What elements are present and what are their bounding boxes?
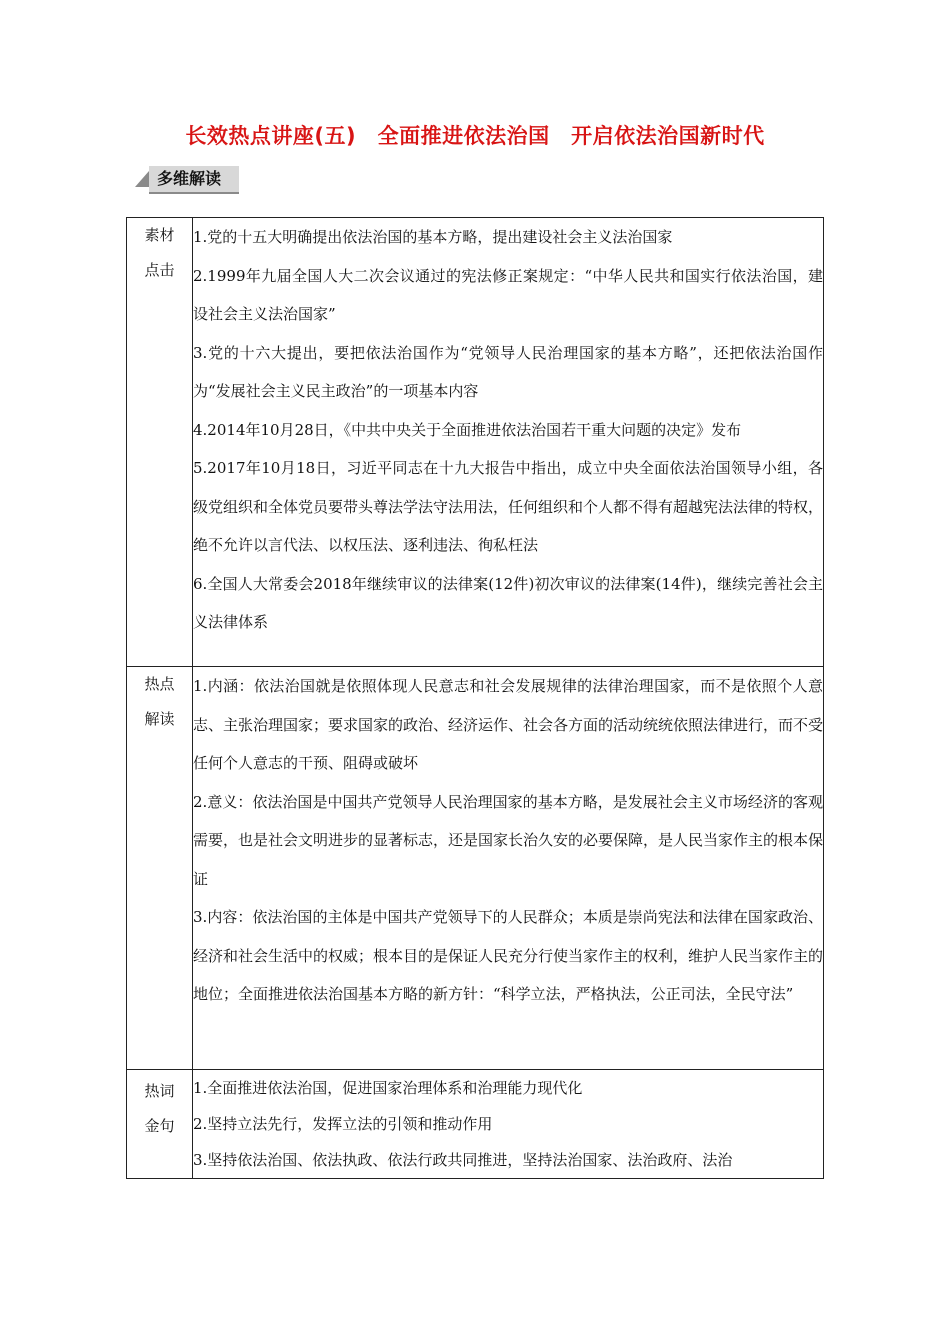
row-header-phrases [127,1070,193,1179]
page-title: 长效热点讲座(五) 全面推进依法治国 开启依法治国新时代 [185,124,765,148]
material-item: 5.2017年10月18日，习近平同志在十九大报告中指出，成立中央全面依法治国领导小组，各级党组织和全体党员要带头尊法学法守法用法，任何组织和个人都不得有超越宪法法律的特权，绝不允许以言代法、以权压法、逐利违法、徇私枉法 [193,459,824,554]
hotspot-item: 1.内涵：依法治国就是依照体现人民意志和社会发展规律的法律治理国家，而不是依照个人意志、主张治理国家；要求国家的政治、经济运作、社会各方面的活动统统依照法律进行，而不受任何个人意志的干预、阻碍或破坏 [193,677,824,772]
section-tag-label: 多维解读 [149,166,239,194]
row-body-hotspot [193,667,824,1070]
phrase-item: 3.坚持依法治国、依法执政、依法行政共同推进，坚持法治国家、法治政府、法治 [193,1151,733,1169]
section-tag-triangle-icon [135,171,149,187]
hotspot-item: 3.内容：依法治国的主体是中国共产党领导下的人民群众；本质是崇尚宪法和法律在国家政治、经济和社会生活中的权威；根本目的是保证人民充分行使当家作主的权利，维护人民当家作主的地位；全面推进依法治国基本方略的新方针：“科学立法，严格执法，公正司法，全民守法” [193,908,824,1003]
content-table [126,217,824,1179]
row-header-material [127,218,193,667]
material-item: 2.1999年九届全国人大二次会议通过的宪法修正案规定：“中华人民共和国实行依法治国，建设社会主义法治国家” [193,266,823,323]
row-body-phrases [193,1070,824,1179]
section-tag [135,166,241,192]
row-body-material [193,218,824,667]
row-header-line: 金句 [144,1117,175,1135]
row-header-hotspot [127,667,193,1070]
row-header-line: 解读 [144,710,175,728]
phrase-item: 1.全面推进依法治国，促进国家治理体系和治理能力现代化 [193,1079,583,1097]
row-header-line: 点击 [144,261,175,279]
phrase-item: 2.坚持立法先行，发挥立法的引领和推动作用 [193,1115,493,1133]
material-item: 6.全国人大常委会2018年继续审议的法律案(12件)初次审议的法律案(14件)，继续完善社会主义法律体系 [193,574,823,631]
material-item: 3.党的十六大提出，要把依法治国作为“党领导人民治理国家的基本方略”，还把依法治国作为“发展社会主义民主政治”的一项基本内容 [193,343,823,400]
table-row-material [127,218,824,667]
table-row-hotspot [127,667,824,1070]
hotspot-item: 2.意义：依法治国是中国共产党领导人民治理国家的基本方略，是发展社会主义市场经济的客观需要，也是社会文明进步的显著标志，还是国家长治久安的必要保障，是人民当家作主的根本保证 [193,792,824,888]
table-row-phrases [127,1070,824,1179]
row-header-line: 素材 [144,226,175,244]
row-header-line: 热点 [144,675,175,693]
material-item: 1.党的十五大明确提出依法治国的基本方略，提出建设社会主义法治国家 [193,228,673,246]
row-header-line: 热词 [144,1082,175,1100]
material-item: 4.2014年10月28日，《中共中央关于全面推进依法治国若干重大问题的决定》发布 [193,420,742,439]
